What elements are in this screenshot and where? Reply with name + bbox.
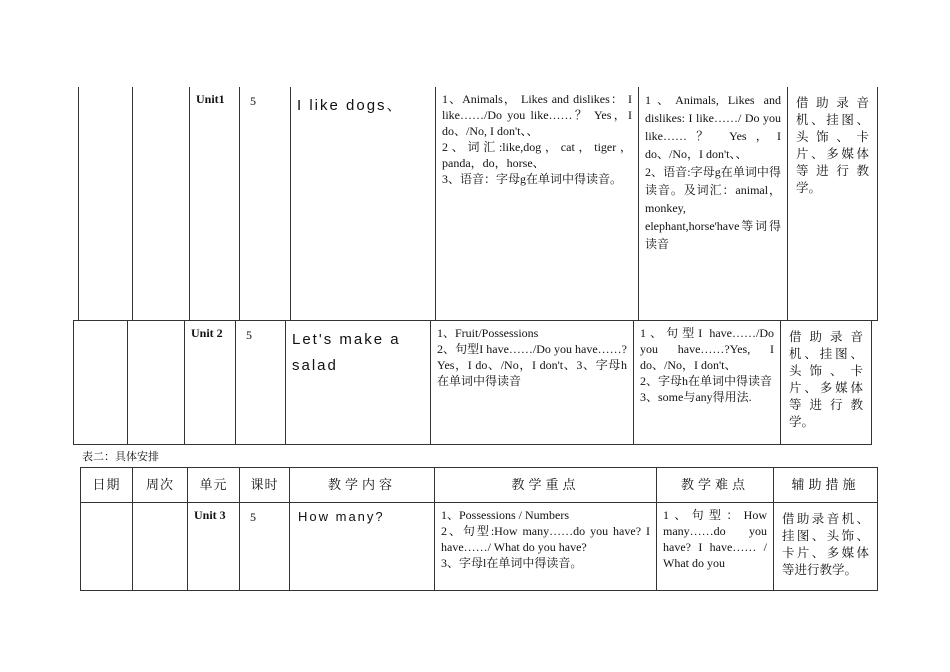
key-point-line: 2、词汇:like,dog，cat，tiger，panda，do，horse、 [442, 140, 632, 170]
difficulty-line: 3、some与any得用法. [640, 390, 752, 404]
header-unit: 单元 [188, 468, 240, 503]
aids-cell: 借助录音机、挂图、头饰、卡片、多媒体等进行教学。 [774, 503, 878, 591]
key-points-cell [435, 503, 657, 591]
key-point-line: 1、Animals， Likes and dislikes： I like……/Do you like……？ Yes，I do、/No, I don't、、 [442, 92, 632, 138]
key-point-line: 2、句型I have……/Do you have……?Yes，I do、/No，I don't、3、字母h在单词中得读音 [437, 342, 627, 388]
difficulty-line: 2、字母h在单词中得读音 [640, 374, 773, 388]
unit-cell: Unit 3 [188, 503, 240, 591]
content-cell: How many? [290, 503, 435, 591]
difficulty-line: 1、句型：How many……do you have? I have…… / What do you [663, 508, 767, 570]
date-cell [74, 321, 128, 445]
key-points-cell [436, 87, 639, 320]
difficulties-cell [634, 321, 781, 445]
aids-cell: 借助录音机、挂图、头饰、卡片、多媒体等进行教学。 [781, 321, 872, 445]
table-header-row [81, 468, 878, 503]
table-row [74, 321, 872, 445]
key-points-cell [431, 321, 634, 445]
difficulties-cell [639, 87, 788, 320]
content-cell: I like dogs、 [291, 87, 436, 320]
table-caption: 表二：具体安排 [82, 451, 159, 463]
difficulty-line: 1、Animals, Likes and dislikes: I like……/ Do you like……？ Yes，I do、/No，I don't、、 [645, 93, 781, 161]
schedule-table-continued [78, 87, 878, 321]
week-cell [133, 503, 188, 591]
week-cell [128, 321, 185, 445]
header-date: 日期 [81, 468, 133, 503]
difficulty-line: 2、语音:字母g在单词中得读音。及词汇：animal，monkey, elephant,horse'have等词得读音 [645, 165, 781, 251]
aids-cell: 借助录音机、挂图、头饰、卡片、多媒体等进行教学。 [788, 87, 878, 320]
detailed-schedule-table [80, 467, 878, 591]
header-key-points: 教学重点 [435, 468, 657, 503]
week-cell [133, 87, 190, 320]
table-row [79, 87, 878, 320]
key-point-line: 3、字母l在单词中得读音。 [441, 556, 583, 570]
unit-cell: Unit1 [190, 87, 240, 320]
unit-cell: Unit 2 [185, 321, 236, 445]
difficulties-cell [657, 503, 774, 591]
date-cell [81, 503, 133, 591]
hours-cell: 5 [240, 503, 290, 591]
key-point-line: 1、Fruit/Possessions [437, 326, 539, 340]
header-content: 教学内容 [290, 468, 435, 503]
hours-cell: 5 [236, 321, 286, 445]
key-point-line: 3、语音：字母g在单词中得读音。 [442, 172, 623, 186]
content-cell: Let's make a salad [286, 321, 431, 445]
key-point-line: 1、Possessions / Numbers [441, 508, 570, 522]
header-hours: 课时 [240, 468, 290, 503]
date-cell [79, 87, 133, 320]
schedule-table-unit2 [73, 320, 872, 445]
key-point-line: 2、句型:How many……do you have? I have……/ What do you have? [441, 524, 650, 554]
header-aids: 辅助措施 [774, 468, 878, 503]
header-difficulties: 教学难点 [657, 468, 774, 503]
table-row [81, 503, 878, 591]
difficulty-line: 1、句型I have……/Do you have……?Yes, I do、/No，I don't、 [640, 326, 774, 372]
header-week: 周次 [133, 468, 188, 503]
hours-cell: 5 [240, 87, 291, 320]
